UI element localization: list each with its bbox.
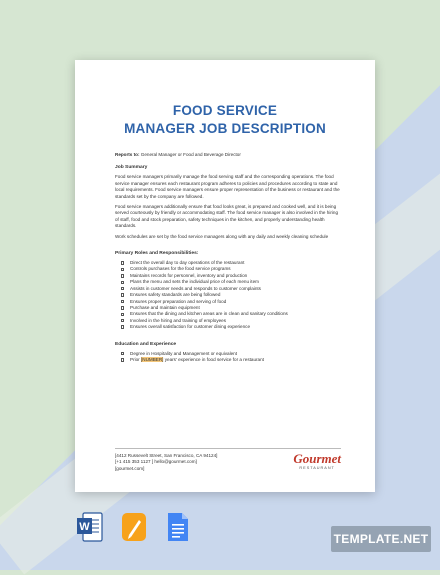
footer-contact: [+1 415 353 1127 ] hello@gourmet.com] xyxy=(115,459,197,465)
job-summary-heading: Job Summary xyxy=(115,165,148,171)
google-docs-icon[interactable] xyxy=(164,510,192,544)
footer-address: [4412 Russevelt Street, San Francisco, CA 94124] xyxy=(115,453,218,458)
restaurant-logo xyxy=(293,452,341,471)
list-item: Degree in Hospitality and Management or equivalent xyxy=(121,351,341,357)
list-item: Ensures overall satisfaction for customer dining experience xyxy=(121,324,341,330)
checkbox-icon xyxy=(121,319,124,322)
list-item: Involved in the hiring and training of employees xyxy=(121,318,341,324)
title-line-1: FOOD SERVICE xyxy=(172,103,278,118)
list-item: Purchase and maintain equipment xyxy=(121,305,341,311)
title-line-2: MANAGER JOB DESCRIPTION xyxy=(124,121,326,136)
app-icons xyxy=(76,510,192,544)
list-item: Ensures that the dining and kitchen areas are in clean and sanitary conditions xyxy=(121,311,341,317)
list-item: Ensures proper preparation and serving of food xyxy=(121,299,341,305)
checkbox-icon xyxy=(121,268,124,271)
reports-value: General Manager or Food and Beverage Director xyxy=(140,152,241,157)
checkbox-icon xyxy=(121,281,124,284)
watermark: TEMPLATE.NET xyxy=(331,526,431,552)
number-placeholder: [NUMBER] xyxy=(140,356,164,362)
checkbox-icon xyxy=(121,352,124,355)
list-item: Controls purchases for the food service programs xyxy=(121,266,341,272)
footer-web: [gourmet.com] xyxy=(115,465,145,471)
logo-name: Gourmet xyxy=(293,451,341,466)
list-item: Ensures safety standards are being followed xyxy=(121,292,341,298)
checkbox-icon xyxy=(121,325,124,328)
summary-paragraph-2: Food service managers additionally ensure that food looks great, is prepared and cooked well, and it is being served courteously by friendly or accommodating staff. The food service manager is also involved in the hiring of staff, food and stock preparation, safety techniques in the kitchen, and properly understanding health standards. xyxy=(115,204,338,229)
document-page xyxy=(75,60,375,492)
list-item: Direct the overall day to day operations of the restaurant xyxy=(121,260,341,266)
roles-list xyxy=(121,260,341,330)
education-heading: Education and Experience xyxy=(115,341,177,347)
roles-heading: Primary Roles and Responsibilities: xyxy=(115,251,199,257)
checkbox-icon xyxy=(121,261,124,264)
checkbox-icon xyxy=(121,306,124,309)
document-title xyxy=(109,102,341,138)
word-icon[interactable] xyxy=(76,510,104,544)
list-item: Prior [NUMBER] years' experience in food service for a restaurant xyxy=(121,357,341,363)
logo-sub: RESTAURANT xyxy=(299,466,335,470)
list-item: Plans the menu and sets the individual price of each menu item xyxy=(121,279,341,285)
checkbox-icon xyxy=(121,274,124,277)
checkbox-icon xyxy=(121,313,124,316)
summary-paragraph-3: Work schedules are set by the food service managers along with any daily and weekly cleaning schedule xyxy=(115,233,329,239)
checkbox-icon xyxy=(121,287,124,290)
reports-to xyxy=(115,152,341,158)
list-item: Assists in customer needs and responds to customer complaints xyxy=(121,286,341,292)
summary-paragraph-1: Food service managers primarily manage the food serving staff and the corresponding operations. The food service manager ensures each restaurant program adheres to policies and procedures according to state and local requirements. Food service managers ensure proper representation of the business or restaurant and the standards set by the company are followed. xyxy=(115,174,340,199)
education-list xyxy=(121,351,341,364)
checkbox-icon xyxy=(121,358,124,361)
pages-icon[interactable] xyxy=(120,510,148,544)
svg-text:W: W xyxy=(79,521,90,533)
checkbox-icon xyxy=(121,300,124,303)
reports-label: Reports to: xyxy=(115,152,140,157)
checkbox-icon xyxy=(121,293,124,296)
document-footer xyxy=(115,448,341,472)
list-item: Maintains records for personnel, inventory and production xyxy=(121,273,341,279)
